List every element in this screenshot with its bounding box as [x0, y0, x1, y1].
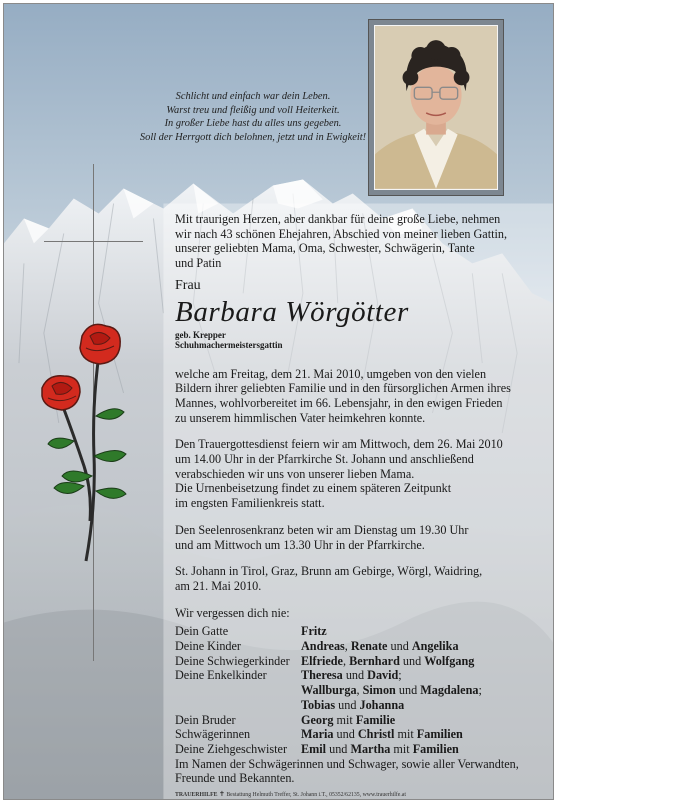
- mourner-names: [301, 698, 535, 713]
- mourner-name: Georg: [301, 712, 334, 727]
- mourner-relation: Dein Bruder: [175, 712, 236, 727]
- mourner-name: Wallburga: [301, 683, 357, 698]
- mourner-names: [301, 624, 535, 639]
- mourner-row: [175, 639, 535, 654]
- mourner-connector: mit: [394, 727, 417, 742]
- paragraph-line: am 21. Mai 2010.: [175, 578, 262, 593]
- mourner-relation: Dein Gatte: [175, 624, 229, 639]
- poem-line: Schlicht und einfach war dein Leben.: [175, 91, 331, 102]
- mourner-relation: [175, 683, 301, 698]
- mourner-name: Familie: [355, 712, 396, 727]
- intro-paragraph: [175, 212, 535, 271]
- paragraph-line: St. Johann in Tirol, Graz, Brunn am Gebirge, Wörgl, Waidring,: [175, 564, 483, 579]
- funeral-home-footer: [175, 790, 406, 798]
- poem-line: Warst treu und fleißig und voll Heiterkeit.: [166, 104, 340, 116]
- occupation: Schuhmachermeistersgattin: [175, 340, 283, 351]
- paragraph-line: zu unserem himmlischen Vater heimkehren konnte.: [175, 410, 426, 425]
- rosary-paragraph: [175, 523, 535, 552]
- mourner-name: Christl: [357, 727, 395, 742]
- paragraph-line: Den Trauergottesdienst feiern wir am Mittwoch, dem 26. Mai 2010: [175, 437, 503, 452]
- obituary-card: [3, 3, 554, 800]
- mourner-connector: und: [342, 668, 368, 683]
- mourner-row: [175, 713, 535, 728]
- mourner-relation: Deine Ziehgeschwister: [175, 741, 288, 756]
- paragraph-line: und am Mittwoch um 13.30 Uhr in der Pfarrkirche.: [175, 537, 425, 552]
- poem-line: In großer Liebe hast du alles uns gegeben.: [164, 118, 342, 130]
- poem-line: Soll der Herrgott dich belohnen, jetzt und in Ewigkeit!: [139, 131, 367, 143]
- funeral-home-info: Bestattung Helmuth Treffer, St. Johann i.T., 05352/62135, www.trauerhilfe.at: [226, 792, 406, 798]
- memorial-cross-horizontal: [44, 241, 143, 242]
- cross-icon: ✝: [218, 790, 225, 798]
- mourner-connector: und: [326, 741, 351, 756]
- place-date-paragraph: [175, 564, 535, 593]
- paragraph-line: im engsten Familienkreis statt.: [175, 496, 325, 511]
- memorial-poem: [108, 90, 398, 144]
- mourner-row: [175, 698, 535, 713]
- mourner-connector: und: [399, 653, 425, 668]
- mourner-name: Familien: [416, 727, 463, 742]
- mourner-relation: Deine Kinder: [175, 639, 241, 654]
- mourner-row: [175, 668, 535, 683]
- mourner-names: [301, 742, 535, 757]
- paragraph-line: Mannes, wohlvorbereitet im 66. Lebensjahr, in den ewigen Frieden: [175, 395, 503, 410]
- mourner-name: Maria: [301, 727, 334, 742]
- salutation: Frau: [175, 277, 201, 293]
- mourner-names: [301, 727, 535, 742]
- mourners-title: Wir vergessen dich nie:: [175, 605, 290, 620]
- mourner-relation: Deine Enkelkinder: [175, 668, 267, 683]
- paragraph-line: Die Urnenbeisetzung findet zu einem späteren Zeitpunkt: [175, 481, 452, 496]
- mourner-relation: [175, 698, 301, 713]
- mourner-name: Fritz: [301, 624, 327, 639]
- mourner-connector: ,: [344, 639, 351, 654]
- paragraph-line: verabschieden wir uns von unserer lieben Mama.: [175, 466, 415, 481]
- mourner-connector: und: [333, 727, 358, 742]
- mourner-names: [301, 639, 535, 654]
- red-roses-icon: [34, 316, 144, 566]
- paragraph-line: um 14.00 Uhr in der Pfarrkirche St. Johann und anschließend: [175, 452, 474, 467]
- paragraph-line: Im Namen der Schwägerinnen und Schwager, sowie aller Verwandten,: [175, 756, 519, 771]
- mourner-connector: mit: [390, 741, 413, 756]
- maiden-name: geb. Krepper: [175, 329, 226, 340]
- portrait-image: [375, 26, 497, 189]
- intro-line: unserer geliebten Mama, Oma, Schwester, Schwägerin, Tante: [175, 241, 475, 256]
- mourner-connector: und: [335, 697, 360, 712]
- mourner-name: Simon: [362, 683, 396, 698]
- mourner-name: Andreas: [301, 639, 345, 654]
- mourners-list: [175, 624, 535, 756]
- deceased-name: Barbara Wörgötter: [175, 295, 409, 328]
- mourner-name: Elfriede: [301, 653, 343, 668]
- mourner-name: Bernhard: [349, 653, 400, 668]
- mourner-names: [301, 713, 535, 728]
- paragraph-line: Bildern ihrer geliebten Familie und in den fürsorglichen Armen ihres: [175, 381, 511, 396]
- mourner-name: Martha: [350, 741, 391, 756]
- mourner-relation: Deine Schwiegerkinder: [175, 653, 290, 668]
- mourner-name: Wolfgang: [424, 653, 475, 668]
- portrait-photo: [368, 19, 504, 196]
- paragraph-line: Freunde und Bekannten.: [175, 771, 295, 786]
- mourner-row: [175, 624, 535, 639]
- mourner-name: Tobias: [301, 697, 336, 712]
- mourner-name: Angelika: [411, 639, 459, 654]
- paragraph-line: welche am Freitag, dem 21. Mai 2010, umgeben von den vielen: [175, 366, 487, 381]
- mourner-row: [175, 727, 535, 742]
- death-paragraph: [175, 367, 535, 426]
- intro-line: wir nach 43 schönen Ehejahren, Abschied von meiner lieben Gattin,: [175, 226, 508, 241]
- mourner-relation: Schwägerinnen: [175, 727, 251, 742]
- closing-paragraph: [175, 757, 535, 786]
- mourner-names: [301, 668, 535, 683]
- mourner-connector: und: [395, 683, 421, 698]
- mourner-connector: ;: [398, 668, 402, 683]
- mourner-connector: ;: [478, 683, 482, 698]
- funeral-home-brand: TRAUERHILFE: [175, 792, 218, 798]
- intro-line: Mit traurigen Herzen, aber dankbar für deine große Liebe, nehmen: [175, 212, 501, 226]
- mourner-connector: ,: [356, 683, 363, 698]
- mourner-names: [301, 683, 535, 698]
- mourner-connector: ,: [342, 653, 350, 668]
- mourner-row: [175, 742, 535, 757]
- mourner-connector: mit: [333, 712, 356, 727]
- intro-line: und Patin: [175, 256, 222, 271]
- mourner-name: Familien: [412, 741, 459, 756]
- mourner-name: Johanna: [359, 697, 405, 712]
- paragraph-line: Den Seelenrosenkranz beten wir am Dienstag um 19.30 Uhr: [175, 522, 469, 537]
- obituary-text: [175, 212, 535, 786]
- mourner-name: Magdalena: [420, 683, 479, 698]
- mourner-name: Theresa: [301, 668, 343, 683]
- mourner-name: Renate: [350, 639, 388, 654]
- funeral-paragraph: [175, 437, 535, 511]
- mourner-names: [301, 654, 535, 669]
- mourner-connector: und: [387, 639, 412, 654]
- mourner-row: [175, 654, 535, 669]
- mourner-row: [175, 683, 535, 698]
- mourner-name: Emil: [301, 741, 327, 756]
- mourner-name: David: [367, 668, 399, 683]
